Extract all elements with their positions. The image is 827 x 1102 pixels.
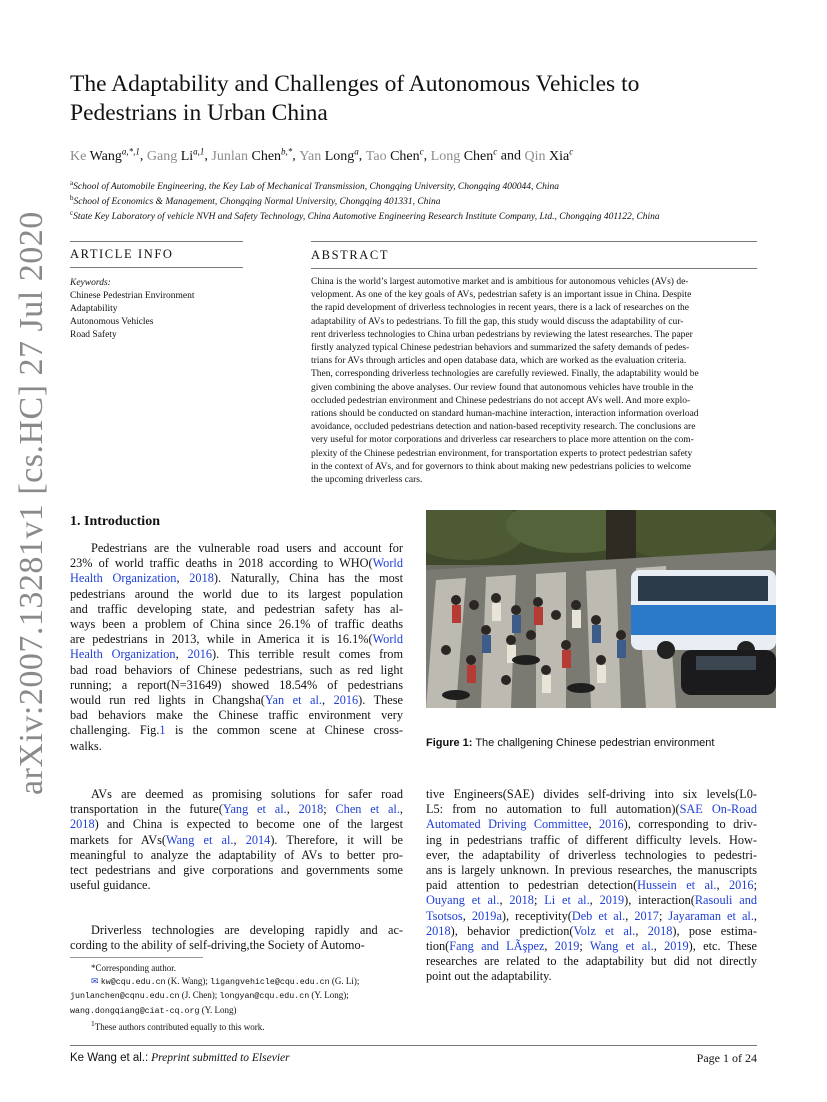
text-run: walks. [70, 738, 102, 753]
author-first-name: Gang [146, 148, 181, 164]
figure-caption-label: Figure 1: [426, 737, 473, 749]
author-first-name: Junlan [211, 148, 252, 164]
author-separator: , [423, 148, 431, 164]
citation-link[interactable]: Jayaraman et al. [668, 908, 754, 923]
affiliation-a [70, 179, 790, 192]
text-run: , [175, 647, 188, 662]
text-line [70, 647, 403, 662]
affiliation-c [70, 209, 790, 222]
text-run: pedestrians around the world due to its largest population [70, 586, 403, 601]
citation-link[interactable]: 2017 [634, 908, 659, 923]
abstract-line: avoidance, occluded pedestrians detection and nation-based receptivity research. The conclusions are [311, 422, 696, 433]
text-run: bad behaviors make the Chinese traffic environment very [70, 708, 403, 723]
footnote-rule [70, 957, 203, 958]
equal-contribution-text: These authors contributed equally to this work. [94, 1022, 265, 1033]
intro-right-column [426, 787, 757, 985]
email-owner: (K. Wang); [165, 975, 211, 986]
text-run: challenging. Fig. [70, 723, 160, 738]
text-run: AVs are deemed as promising solutions for safer road [91, 787, 403, 801]
text-run: L5: from no automation to full automation)( [426, 802, 680, 817]
abstract-line: rations should be conducted on standard human-machine interaction, interaction information overload [311, 409, 699, 420]
footer-preprint-note: Preprint submitted to Elsevier [151, 1052, 290, 1064]
text-line [70, 802, 403, 817]
email-line [70, 989, 410, 1004]
citation-link[interactable]: 2019a [471, 908, 502, 923]
text-run: , [462, 908, 472, 923]
abstract-heading: ABSTRACT [311, 248, 390, 262]
text-line [70, 817, 403, 832]
affiliation-text: State Key Laboratory of vehicle NVH and Safety Technology, China Automotive Engineering Research Institute Company, Ltd., Chongqing 401122, China [73, 212, 660, 223]
citation-link[interactable]: Chen et al. [335, 802, 400, 817]
email-address[interactable]: kw@cqu.edu.cn [100, 977, 166, 987]
author-emails [70, 975, 410, 1019]
text-line [70, 587, 403, 602]
paper-title [70, 70, 770, 128]
intro-paragraph-3 [70, 923, 403, 953]
abstract-bottom-rule [311, 268, 757, 269]
author-last-name: Chen [251, 148, 282, 164]
author-last-name: Xia [549, 148, 570, 164]
text-run: ), interaction( [624, 893, 695, 908]
citation-link[interactable]: World [372, 556, 403, 571]
abstract-line: occluded pedestrian environment and Chinese pedestrians do not accept AVs well. And more explo- [311, 395, 691, 406]
text-line [426, 817, 757, 832]
author-name [211, 146, 293, 164]
author-first-name: Long [430, 148, 464, 164]
email-line [70, 975, 410, 990]
citation-link[interactable]: 2018 [189, 571, 214, 586]
text-run: , [653, 939, 665, 954]
text-line [70, 693, 403, 708]
text-run: and traffic developing state, and pedestrian safety has al- [70, 601, 403, 616]
citation-link[interactable]: Wang et al. [589, 939, 654, 954]
author-separator: and [497, 148, 525, 164]
citation-link[interactable]: 2016 [187, 647, 213, 662]
author-affiliation-mark: c [419, 146, 424, 156]
author-name [430, 146, 498, 164]
corresponding-author-note: *Corresponding author. [91, 963, 176, 973]
abstract-line: Then, corresponding driverless technologies are carefully reviewed. Finally, the adaptability would be [311, 369, 699, 380]
figure-1-caption [426, 737, 714, 749]
text-run: , [233, 832, 246, 847]
text-run: , [321, 693, 334, 708]
citation-link[interactable]: 2014 [245, 832, 271, 847]
text-run: ing in pedestrians traffic of different difficulty levels. How- [426, 832, 757, 847]
figure-1-image [426, 510, 776, 708]
text-run: ), behavior prediction( [450, 923, 574, 938]
text-run: researches are related to the adaptability but did not directly [426, 954, 757, 969]
citation-link[interactable]: Ouyang et al. [426, 893, 500, 908]
text-run: bad road behaviors of Chinese pedestrians, such as red light [70, 662, 403, 677]
title-line-2: Pedestrians in Urban China [70, 100, 328, 126]
citation-link[interactable]: World [372, 632, 403, 647]
text-line [70, 863, 403, 878]
author-affiliation-mark: b,* [281, 146, 293, 156]
email-owner: (Y. Long); [309, 990, 349, 1001]
text-run: , [176, 571, 190, 586]
text-run: ) and China is expected to become one of the largest [94, 817, 403, 832]
citation-link[interactable]: Rasouli and [694, 893, 758, 908]
author-name [524, 146, 574, 164]
keyword-item: Road Safety [70, 330, 117, 340]
text-run: 23% of world traffic deaths in 2018 according to WHO( [70, 556, 373, 571]
abstract-line: given combining the above analyses. Our review found that autonomous vehicles have trouble in the [311, 382, 694, 393]
section-heading-introduction: 1. Introduction [70, 514, 160, 529]
text-run: ways been a problem of China since 26.1% of traffic deaths [70, 617, 403, 632]
text-run: ). Therefore, it will be [270, 832, 403, 847]
citation-link[interactable]: Automated Driving Committee [426, 817, 589, 832]
text-run: are pedestrians in 2013, while in America it is 16.1%( [70, 632, 373, 647]
abstract-line: China is the world’s largest automotive market and is ambitious for autonomous vehicles (AVs) de- [311, 277, 689, 287]
footer-authors: Ke Wang et al.: [70, 1052, 149, 1064]
keyword-item: Chinese Pedestrian Environment [70, 291, 195, 301]
citation-link[interactable]: Hussein et al. [637, 878, 717, 893]
text-run: , [716, 878, 729, 893]
running-footer [70, 1052, 290, 1064]
author-last-name: Chen [463, 148, 494, 164]
text-line [70, 617, 403, 632]
text-run: ans is largely unknown. In previous researches, the manuscripts [426, 863, 757, 878]
abstract-text [311, 276, 757, 487]
author-affiliation-mark: c [569, 146, 574, 156]
text-line [426, 924, 757, 939]
text-run: useful guidance. [70, 878, 151, 893]
footnotes [70, 962, 410, 1034]
author-last-name: Wang [89, 148, 122, 164]
text-line [70, 663, 403, 678]
text-run: , [753, 908, 757, 923]
text-line [426, 969, 757, 984]
author-first-name: Tao [365, 148, 391, 164]
page-number: Page 1 of 24 [696, 1051, 757, 1065]
text-line [70, 848, 403, 863]
affiliation-mark: b [70, 194, 74, 202]
text-run: is the common scene at Chinese cross- [165, 723, 403, 738]
text-line [426, 909, 757, 924]
citation-link[interactable]: 2018 [509, 893, 534, 908]
text-line [426, 893, 757, 908]
envelope-icon: ✉ [91, 975, 101, 986]
text-run: cording to the ability of self-driving,the Society of Automo- [70, 938, 365, 953]
text-run: paid attention to pedestrian detection( [426, 878, 638, 893]
text-line [426, 954, 757, 969]
abstract-line: adaptability of AVs to pedestrians. To fill the gap, this study would discuss the adaptability of cur- [311, 316, 684, 327]
citation-link[interactable]: SAE On-Road [679, 802, 758, 817]
citation-link[interactable]: 1 [159, 723, 166, 738]
keyword-item: Adaptability [70, 304, 118, 314]
author-name [365, 146, 424, 164]
citation-link[interactable]: 2019 [554, 939, 580, 954]
citation-link[interactable]: Deb et al. [571, 908, 626, 923]
text-line [70, 739, 403, 754]
text-line [70, 923, 403, 938]
text-run: point out the adaptability. [426, 969, 552, 984]
text-run: ), corresponding to driv- [623, 817, 757, 832]
text-line [70, 678, 403, 693]
abstract-line: in the context of AVs, and for governors to think about making new pedestrians policies to welcome [311, 461, 692, 472]
text-run: ). Naturally, China has the most [213, 571, 403, 586]
text-run: tect pedestrians and give corporations and governments some [70, 863, 403, 878]
text-line [70, 878, 403, 893]
text-run: ), receptivity( [501, 908, 572, 923]
footnote-mark: 1 [91, 1019, 95, 1029]
citation-link[interactable]: Li et al. [544, 893, 590, 908]
text-run: markets for AVs( [70, 832, 166, 847]
email-address[interactable]: ligangvehicle@cqu.edu.cn [210, 977, 330, 987]
text-line [70, 556, 403, 571]
text-line [426, 848, 757, 863]
text-line [70, 787, 403, 802]
author-affiliation-mark: a,1 [193, 146, 205, 156]
email-address[interactable]: junlanchen@cqnu.edu.cn [70, 992, 180, 1002]
abstract-line: the rapid development of driverless technologies in recent years, there is a lack of researches on the [311, 303, 690, 314]
email-line [70, 1004, 410, 1019]
author-last-name: Long [324, 148, 355, 164]
author-name [146, 146, 205, 164]
footer-rule [70, 1045, 757, 1046]
email-address[interactable]: wang.dongqiang@ciat-cq.org [70, 1006, 200, 1016]
citation-link[interactable]: Tsotsos [426, 908, 463, 923]
email-owner: (Y. Long) [199, 1004, 237, 1015]
abstract-line: firstly analyzed typical Chinese pedestrian behaviors and summarized the safety demands of pedes- [311, 343, 690, 354]
citation-link[interactable]: 2019 [664, 939, 689, 954]
citation-link[interactable]: 2016 [333, 693, 359, 708]
text-line [70, 938, 403, 953]
text-line [70, 571, 403, 586]
abstract-line: plexity of the Chinese pedestrian environment, for transportation experts to protect pedestrian safety [311, 448, 693, 459]
article-info-heading: ARTICLE INFO [70, 247, 174, 261]
text-line [70, 833, 403, 848]
text-run: ; [753, 878, 757, 893]
crosswalk-scene [426, 510, 776, 708]
citation-link[interactable]: 2019 [599, 893, 625, 908]
text-run: ; [533, 893, 545, 908]
abstract-line: trians for AVs through articles and open database data, which are worked as the evaluation criteria. [311, 356, 687, 367]
text-run: , [499, 893, 510, 908]
text-line [426, 863, 757, 878]
text-run: ). This terrible result comes from [212, 647, 404, 662]
text-run: ; [658, 908, 669, 923]
author-separator: , [139, 148, 147, 164]
email-owner: (J. Chen); [179, 990, 220, 1001]
author-name [70, 146, 140, 164]
email-owner: (G. Li); [329, 975, 360, 986]
text-run: tion( [426, 939, 450, 954]
author-separator: , [204, 148, 212, 164]
citation-link[interactable]: Health Organization [70, 571, 177, 586]
author-first-name: Qin [524, 148, 549, 164]
equal-contribution-note [70, 1018, 410, 1034]
author-affiliation-mark: a,*,1 [121, 146, 140, 156]
affiliation-text: School of Automobile Engineering, the Key Lab of Mechanical Transmission, Chongqing University, Chongqing 400044, China [73, 182, 559, 193]
text-line [70, 708, 403, 723]
affiliation-mark: a [70, 179, 74, 187]
text-line [426, 802, 757, 817]
text-line [426, 878, 757, 893]
text-run: , [544, 939, 555, 954]
citation-link[interactable]: Wang et al. [165, 832, 234, 847]
figure-caption-text: The challgening Chinese pedestrian environment [475, 737, 715, 749]
text-line [426, 833, 757, 848]
article-info-top-rule [70, 241, 243, 242]
text-run: running; a report(N=31649) showed 18.54% of pedestrians [70, 677, 403, 692]
text-run: , [625, 908, 635, 923]
abstract-line: rent driverless technologies to China urban pedestrians by reviewing the latest researches. The paper [311, 329, 693, 340]
text-run: transportation in the future( [70, 802, 223, 817]
arxiv-stamp: arXiv:2007.13281v1 [cs.HC] 27 Jul 2020 [13, 211, 50, 795]
text-line [426, 787, 757, 802]
text-run: ), etc. These [688, 939, 757, 954]
title-line-1: The Adaptability and Challenges of Autonomous Vehicles to [70, 71, 640, 97]
text-line [70, 632, 403, 647]
email-address[interactable]: longyan@cqu.edu.cn [219, 992, 310, 1002]
text-run: ). These [358, 693, 403, 708]
intro-paragraph-1 [70, 541, 403, 754]
author-last-name: Chen [390, 148, 420, 164]
author-affiliation-mark: c [493, 146, 498, 156]
citation-link[interactable]: 2018 [647, 923, 673, 938]
keyword-item: Autonomous Vehicles [70, 317, 154, 327]
author-name [299, 146, 359, 164]
citation-link[interactable]: 2018 [298, 802, 324, 817]
abstract-line: the upcoming driverless cars. [311, 475, 423, 486]
text-run: ; [579, 939, 590, 954]
text-run: Pedestrians are the vulnerable road users and account for [91, 541, 403, 555]
author-last-name: Li [180, 148, 194, 164]
citation-link[interactable]: 2016 [728, 878, 754, 893]
citation-link[interactable]: Yan et al. [264, 693, 322, 708]
citation-link[interactable]: 2016 [599, 817, 624, 832]
article-info-bottom-rule [70, 267, 243, 268]
citation-link[interactable]: 2018 [70, 817, 95, 832]
text-line [70, 602, 403, 617]
text-run: , [588, 817, 600, 832]
text-run: , [286, 802, 299, 817]
author-first-name: Ke [70, 148, 90, 164]
citation-link[interactable]: Fang and LÃşpez [449, 939, 545, 954]
keywords-block [70, 277, 270, 342]
text-run: , [589, 893, 600, 908]
affiliation-mark: c [70, 209, 74, 217]
affiliation-text: School of Economics & Management, Chongqing Normal University, Chongqing 401331, China [73, 197, 441, 208]
text-run: , [399, 802, 403, 817]
text-line [426, 939, 757, 954]
citation-link[interactable]: 2018 [426, 923, 451, 938]
text-run: Driverless technologies are developing rapidly and ac- [91, 923, 403, 937]
keywords-label: Keywords: [70, 278, 111, 288]
abstract-line: very useful for motor corporations and driverless car researchers to place more attention on the com- [311, 435, 694, 446]
text-run: , [635, 923, 648, 938]
affiliation-b [70, 194, 790, 207]
text-run: ; [323, 802, 336, 817]
citation-link[interactable]: Yang et al. [222, 802, 287, 817]
author-list [70, 146, 770, 165]
intro-paragraph-2 [70, 787, 403, 893]
citation-link[interactable]: Volz et al. [573, 923, 636, 938]
abstract-top-rule [311, 241, 757, 242]
text-run: ever, the adaptability of driverless technologies to pedestri- [426, 847, 757, 862]
text-line [70, 723, 403, 738]
author-affiliation-mark: a [354, 146, 359, 156]
text-line [70, 541, 403, 556]
text-run: meaningful to analyze the adaptability of AVs to better pro- [70, 847, 403, 862]
text-run: tive Engineers(SAE) divides self-driving into six levels(L0- [426, 787, 757, 801]
abstract-line: velopment. As one of the key goals of AVs, pedestrian safety is an important issue in China. Despite [311, 290, 692, 301]
author-first-name: Yan [299, 148, 325, 164]
citation-link[interactable]: Health Organization [70, 647, 176, 662]
author-separator: , [292, 148, 300, 164]
text-run: ), pose estima- [672, 923, 757, 938]
author-separator: , [358, 148, 366, 164]
text-run: would run red lights in Changsha( [70, 693, 265, 708]
